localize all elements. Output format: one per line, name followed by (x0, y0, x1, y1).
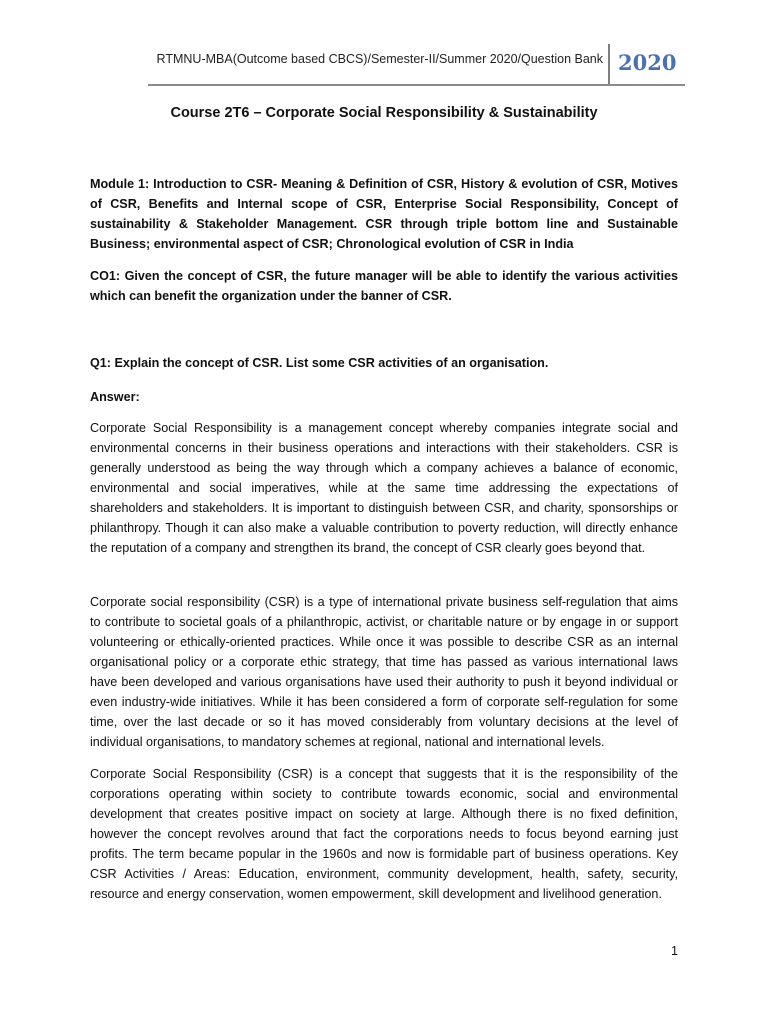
page-number: 1 (671, 944, 678, 958)
course-outcome: CO1: Given the concept of CSR, the future manager will be able to identify the various activities which can benefit the organization under the banner of CSR. (90, 269, 678, 303)
question-heading: Q1: Explain the concept of CSR. List some CSR activities of an organisation. (90, 356, 549, 370)
header-rule (148, 84, 685, 86)
answer-paragraph: Corporate social responsibility (CSR) is a type of international private business self-regulation that aims to contribute to societal goals of a philanthropic, activist, or charitable nature or by engage in or support volunteering or ethically-oriented practices. While once it was possible to describe CSR as an internal organisational policy or a corporate ethic strategy, that time has passed as various international laws have been developed and various organisations have used their authority to push it beyond individual or even industry-wide initiatives. While it has been considered a form of corporate self-regulation for some time, over the last decade or so it has moved considerably from voluntary decisions at the level of individual organisations, to mandatory schemes at regional, national and international levels. (90, 595, 678, 749)
answer-paragraph: Corporate Social Responsibility (CSR) is a concept that suggests that it is the responsibility of the corporations operating within society to contribute towards economic, social and environmental development that creates positive impact on society at large. Although there is no fixed definition, however the concept revolves around that fact the corporations needs to focus beyond earning just profits. The term became popular in the 1960s and now is formidable part of business operations. Key CSR Activities / Areas: Education, environment, community development, health, safety, security, resource and energy conservation, women empowerment, skill development and livelihood generation. (90, 767, 678, 901)
answer-label: Answer: (90, 390, 140, 404)
module-description: Module 1: Introduction to CSR- Meaning & Definition of CSR, History & evolution of CSR, Motives of CSR, Benefits and Internal scope of CSR, Enterprise Social Responsibility, Concept of sustainability & Stakeholder Management. CSR through triple bottom line and Sustainable Business; environmental aspect of CSR; Chronological evolution of CSR in India (90, 177, 678, 251)
header-text: RTMNU-MBA(Outcome based CBCS)/Semester-II/Summer 2020/Question Bank (156, 52, 603, 66)
answer-paragraph: Corporate Social Responsibility is a management concept whereby companies integrate social and environmental concerns in their business operations and interactions with their stakeholders. CSR is generally understood as being the way through which a company achieves a balance of economic, environmental and social imperatives, while at the same time addressing the expectations of shareholders and stakeholders. It is important to distinguish between CSR, and charity, sponsorships or philanthropy. Though it can also make a valuable contribution to poverty reduction, will directly enhance the reputation of a company and strengthen its brand, the concept of CSR clearly goes beyond that. (90, 421, 678, 555)
header-year: 2020 (618, 50, 677, 75)
course-title: Course 2T6 – Corporate Social Responsibility & Sustainability (170, 105, 598, 121)
header-divider (608, 44, 610, 84)
